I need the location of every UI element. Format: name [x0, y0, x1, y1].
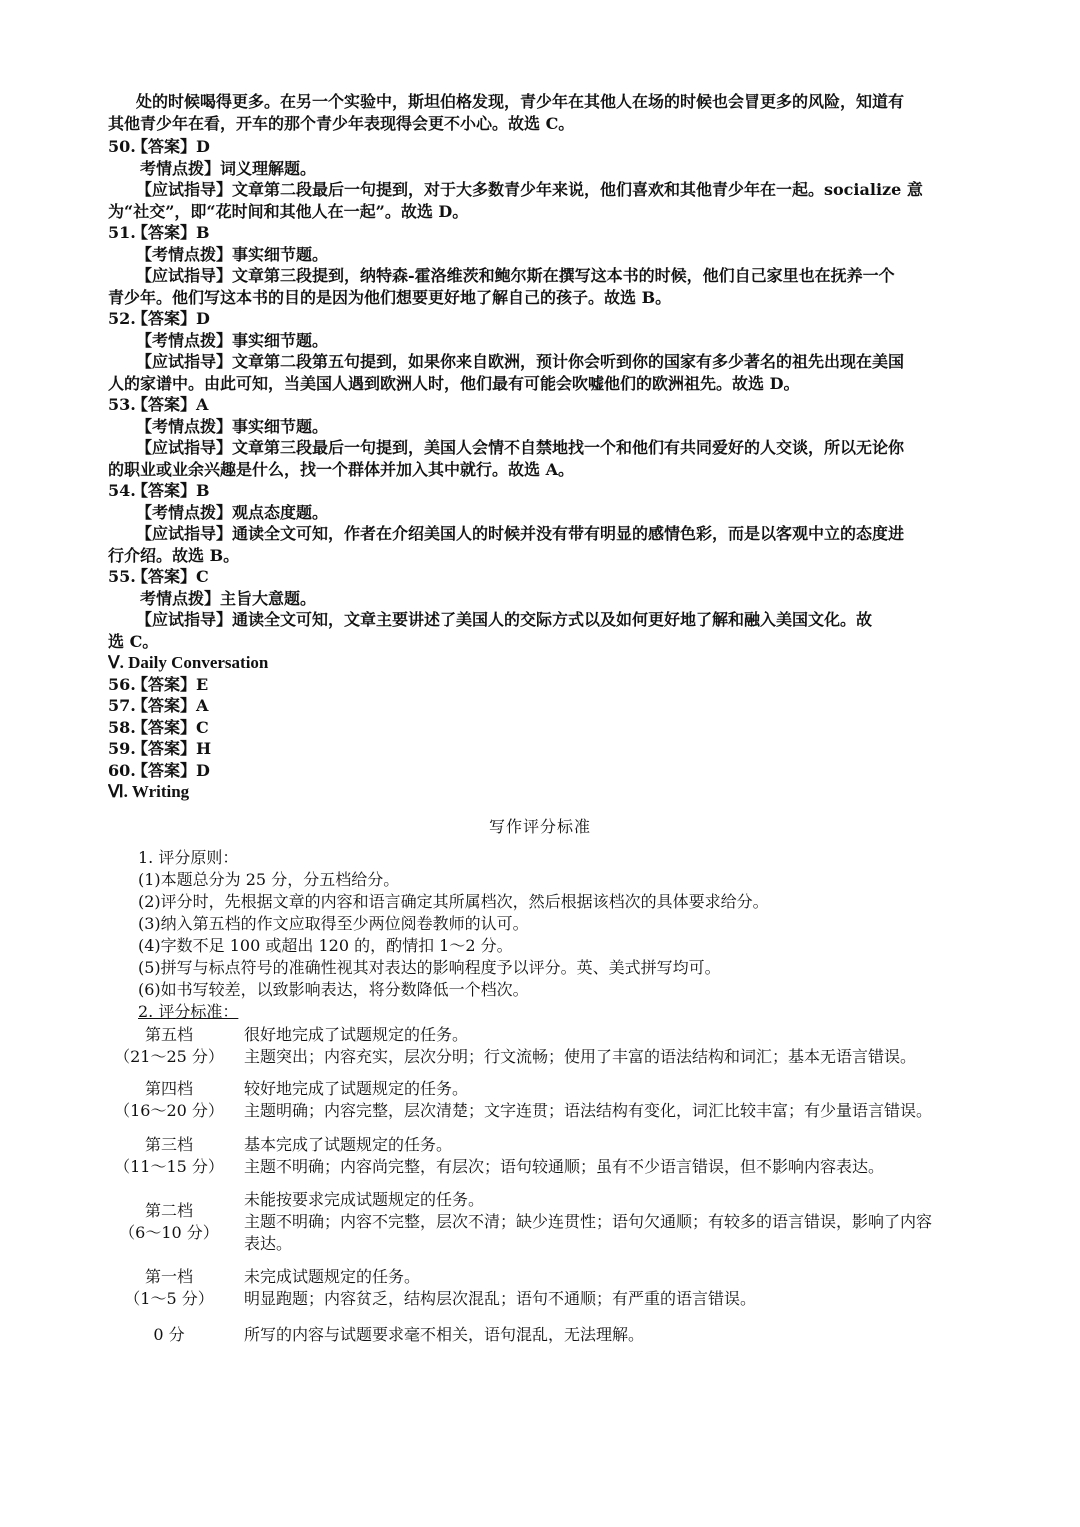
tier-summary: 基本完成了试题规定的任务。	[244, 1135, 453, 1154]
guide-line: 选 C。	[108, 631, 159, 651]
question-number: 56.	[108, 674, 136, 694]
question-number: 55.	[108, 567, 136, 586]
guide-line: 【应试指导】通读全文可知，文章主要讲述了美国人的交际方式以及如何更好地了解和融入美国文化。故	[136, 610, 873, 629]
guide-line: 行介绍。故选 B。	[108, 545, 240, 565]
answer-item-51	[108, 222, 998, 308]
tip-line: 考情点拨】主旨大意题。	[140, 588, 317, 608]
tip-line: 考情点拨】词义理解题。	[140, 158, 317, 178]
tip-line: 【考情点拨】事实细节题。	[136, 244, 329, 264]
question-number: 60.	[108, 760, 136, 780]
principle-line: (1)本题总分为 25 分，分五档给分。	[138, 870, 400, 889]
tip-line: 【考情点拨】观点态度题。	[136, 502, 329, 522]
section-heading: Ⅵ. Writing	[108, 782, 190, 801]
text-line: 其他青少年在看，开车的那个青少年表现得会更不小心。故选 C。	[108, 113, 575, 133]
scoring-principles	[138, 847, 998, 1023]
answer-item-52	[108, 308, 998, 394]
tier-name: 第一档	[144, 1267, 193, 1286]
principle-line: (6)如书写较差，以致影响表达，将分数降低一个档次。	[138, 980, 529, 999]
answer-label: 【答案】E	[132, 674, 209, 694]
tier-detail: 主题突出；内容充实，层次分明；行文流畅；使用了丰富的语法结构和词汇；基本无语言错误。	[244, 1047, 917, 1066]
question-number: 58.	[108, 717, 136, 737]
answer-label: 【答案】D	[132, 309, 210, 328]
question-number: 57.	[108, 696, 136, 715]
tier-detail: 主题不明确；内容不完整，层次不清；缺少连贯性；语句欠通顺；有较多的语言错误，影响了内容	[244, 1212, 933, 1231]
tier-name: 0 分	[153, 1325, 185, 1344]
tier-range: （1～5 分）	[124, 1289, 214, 1308]
tier-detail: 主题不明确；内容尚完整，有层次；语句较通顺；虽有不少语言错误，但不影响内容表达。	[244, 1157, 885, 1176]
tier-name: 第四档	[144, 1079, 193, 1098]
principle-line: (5)拼写与标点符号的准确性视其对表达的影响程度予以评分。英、美式拼写均可。	[138, 958, 721, 977]
tier-summary: 很好地完成了试题规定的任务。	[244, 1025, 469, 1044]
tier-range: （11～15 分）	[114, 1157, 224, 1176]
tier-detail: 表达。	[244, 1234, 293, 1253]
tier-name: 第五档	[144, 1025, 193, 1044]
answer-label: 【答案】D	[132, 137, 210, 156]
guide-line: 为“社交”，即“花时间和其他人在一起”。故选 D。	[108, 201, 469, 221]
principle-line: (4)字数不足 100 或超出 120 的，酌情扣 1～2 分。	[138, 936, 513, 955]
guide-line: 【应试指导】文章第二段第五句提到，如果你来自欧洲，预计你会听到你的国家有多少著名的祖先出现在美国	[136, 352, 905, 371]
standards-heading: 2. 评分标准：	[138, 1002, 239, 1021]
tier-range: （16～20 分）	[114, 1101, 224, 1120]
writing-title: 写作评分标准	[488, 817, 591, 836]
tier-detail: 明显跑题；内容贫乏，结构层次混乱；语句不通顺；有严重的语言错误。	[244, 1289, 757, 1308]
guide-line: 【应试指导】文章第三段提到，纳特森-霍洛维茨和鲍尔斯在撰写这本书的时候，他们自己家里也在抚养一个	[136, 266, 895, 285]
answer-item-53	[108, 394, 998, 480]
guide-line: 的职业或业余兴趣是什么，找一个群体并加入其中就行。故选 A。	[108, 459, 574, 479]
tier-summary: 未能按要求完成试题规定的任务。	[244, 1190, 485, 1209]
principle-line: (3)纳入第五档的作文应取得至少两位阅卷教师的认可。	[138, 914, 529, 933]
tier-range: （6～10 分）	[119, 1223, 219, 1242]
tier-range: （21～25 分）	[114, 1047, 224, 1066]
principles-heading: 1. 评分原则：	[138, 848, 239, 867]
question-number: 50.	[108, 137, 136, 156]
guide-line: 青少年。他们写这本书的目的是因为他们想要更好地了解自己的孩子。故选 B。	[108, 287, 672, 307]
guide-line: 【应试指导】文章第三段最后一句提到，美国人会情不自禁地找一个和他们有共同爱好的人交谈，所以无论你	[136, 438, 905, 457]
question-number: 52.	[108, 309, 136, 328]
tier-summary: 未完成试题规定的任务。	[244, 1267, 421, 1286]
tip-line: 【考情点拨】事实细节题。	[136, 416, 329, 436]
text-line: 处的时候喝得更多。在另一个实验中，斯坦伯格发现，青少年在其他人在场的时候也会冒更多的风险，知道有	[136, 92, 905, 111]
answer-label: 【答案】D	[132, 760, 210, 780]
tier-detail: 主题明确；内容完整，层次清楚；文字连贯；语法结构有变化，词汇比较丰富；有少量语言错误。	[244, 1101, 933, 1120]
answer-item-50	[108, 136, 998, 222]
answer-item-54	[108, 480, 998, 566]
guide-line: 【应试指导】通读全文可知，作者在介绍美国人的时候并没有带有明显的感情色彩，而是以客观中立的态度进	[136, 524, 905, 543]
answer-label: 【答案】H	[132, 739, 212, 758]
answer-label: 【答案】B	[132, 223, 210, 242]
tier-summary: 较好地完成了试题规定的任务。	[244, 1079, 469, 1098]
answer-label: 【答案】A	[132, 395, 209, 414]
question-number: 51.	[108, 223, 136, 242]
guide-line: 人的家谱中。由此可知，当美国人遇到欧洲人时，他们最有可能会吹嘘他们的欧洲祖先。故选 D。	[108, 373, 800, 393]
answer-label: 【答案】C	[132, 567, 209, 586]
continuation-paragraph	[108, 91, 998, 134]
section-heading: Ⅴ. Daily Conversation	[108, 653, 269, 672]
answer-item-55	[108, 566, 998, 652]
tip-line: 【考情点拨】事实细节题。	[136, 330, 329, 350]
question-number: 54.	[108, 481, 136, 500]
tier-name: 第三档	[144, 1135, 193, 1154]
section-daily-conversation	[108, 652, 998, 803]
answer-label: 【答案】A	[132, 696, 209, 715]
answer-label: 【答案】B	[132, 481, 210, 500]
question-number: 59.	[108, 739, 136, 758]
answer-label: 【答案】C	[132, 717, 209, 737]
question-number: 53.	[108, 395, 136, 414]
tier-summary: 所写的内容与试题要求毫不相关，语句混乱，无法理解。	[244, 1325, 645, 1344]
principle-line: (2)评分时，先根据文章的内容和语言确定其所属档次，然后根据该档次的具体要求给分。	[138, 892, 769, 911]
tier-name: 第二档	[144, 1201, 193, 1220]
guide-line: 【应试指导】文章第二段最后一句提到，对于大多数青少年来说，他们喜欢和其他青少年在一起。socialize 意	[136, 180, 923, 199]
